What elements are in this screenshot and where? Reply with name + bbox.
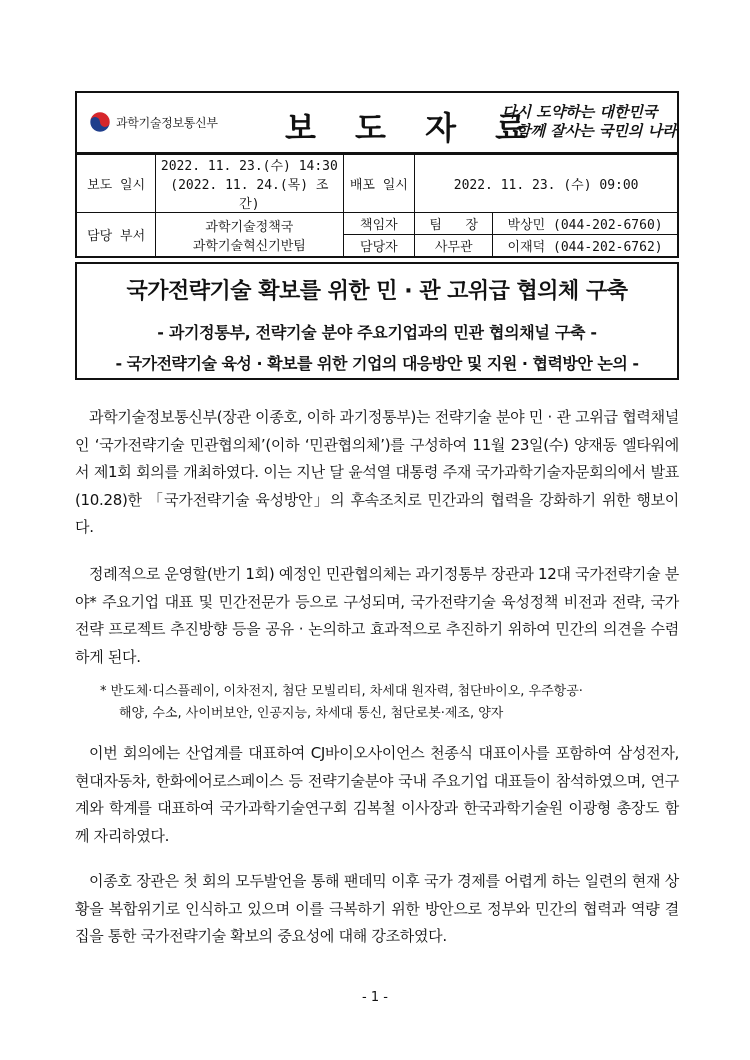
footnote xyxy=(100,681,680,725)
department-label: 담당 부서 xyxy=(76,213,156,258)
ministry-logo xyxy=(89,111,218,133)
staff-contact: 이재덕 (044-202-6762) xyxy=(493,235,678,258)
manager-label: 책임자 xyxy=(343,213,415,235)
slogan-line: 다시 도약하는 대한민국 xyxy=(502,103,658,121)
manager-title: 팀 장 xyxy=(415,213,493,235)
paragraph-text: 정례적으로 운영할(반기 1회) 예정인 민관협의체는 과기정통부 장관과 12대 국가전략기술 분야* 주요기업 대표 및 민간전문가 등으로 구성되며, 국가전략기술 육성정책 비전과 전략, 국가전략 프로젝트 추진방향 등을 공유 · 논의하고 효과적으로 추진하기 위하여 민간의 의견을 수렴하게 된다. xyxy=(75,565,679,666)
report-date-value xyxy=(156,154,343,213)
paragraph-text: 이종호 장관은 첫 회의 모두발언을 통해 팬데믹 이후 국가 경제를 어렵게 하는 일련의 현재 상황을 복합위기로 인식하고 있으며 이를 극복하기 위한 방안으로 정부와 민간의 협력과 역량 결집을 통한 국가전략기술 확보의 중요성에 대해 강조하였다. xyxy=(75,872,679,945)
paragraph-text: 과학기술정보통신부(장관 이종호, 이하 과기정통부)는 전략기술 분야 민 · 관 고위급 협력채널인 ‘국가전략기술 민관협의체’(이하 ‘민관협의체’)를 구성하여 11월 23일(수) 양재동 엘타워에서 제1회 회의를 개최하였다. 이는 지난 달 윤석열 대통령 주재 국가과학기술자문회의에서 발표(10.28)한 「국가전략기술 육성방안」의 후속조치로 민간과의 협력을 강화하기 위한 행보이다. xyxy=(75,408,679,536)
press-release-header xyxy=(75,91,679,153)
sub-headline: - 국가전략기술 육성 · 확보를 위한 기업의 대응방안 및 지원 · 협력방안 논의 - xyxy=(115,354,639,373)
headline-box xyxy=(75,262,679,380)
release-info-table xyxy=(75,153,679,258)
slogan-line: 함께 잘사는 국민의 나라 xyxy=(516,122,677,140)
report-date-line: (2022. 11. 24.(목) 조간) xyxy=(170,178,329,212)
paragraph-text: 이번 회의에는 산업계를 대표하여 CJ바이오사이언스 천종식 대표이사를 포함하여 삼성전자, 현대자동차, 한화에어로스페이스 등 전략기술분야 국내 주요기업 대표들이 참석하였으며, 연구계와 학계를 대표하여 국가과학기술연구회 김복철 이사장과 한국과학기술원 이광형 총장도 함께 자리하였다. xyxy=(75,744,679,845)
sub-headline: - 과기정통부, 전략기술 분야 주요기업과의 민관 협의채널 구축 - xyxy=(157,323,597,342)
manager-contact: 박상민 (044-202-6760) xyxy=(493,213,678,235)
footnote-line: 해양, 수소, 사이버보안, 인공지능, 차세대 통신, 첨단로봇·제조, 양자 xyxy=(119,706,504,721)
main-headline: 국가전략기술 확보를 위한 민 · 관 고위급 협의체 구축 xyxy=(126,279,628,304)
distribution-label: 배포 일시 xyxy=(343,154,415,213)
staff-title: 사무관 xyxy=(415,235,493,258)
page-title: 보 도 자 료 xyxy=(285,109,541,147)
department-line: 과학기술정책국 xyxy=(205,219,294,235)
page-number: - 1 - xyxy=(362,990,388,1005)
body-paragraph xyxy=(75,868,679,951)
footnote-line: * 반도체·디스플레이, 이차전지, 첨단 모빌리티, 차세대 원자력, 첨단바이오, 우주항공· xyxy=(100,684,583,699)
body-paragraph xyxy=(75,561,679,671)
ministry-name: 과학기술정보통신부 xyxy=(116,115,218,130)
staff-label: 담당자 xyxy=(343,235,415,258)
government-slogan xyxy=(502,103,677,141)
body-paragraph xyxy=(75,740,679,850)
department-line: 과학기술혁신기반팀 xyxy=(192,238,306,254)
report-date-line: 2022. 11. 23.(수) 14:30 xyxy=(160,159,338,174)
body-paragraph xyxy=(75,404,679,542)
report-date-label: 보도 일시 xyxy=(76,154,156,213)
taegeuk-logo-icon xyxy=(89,111,111,133)
department-value xyxy=(156,213,343,258)
distribution-value: 2022. 11. 23. (수) 09:00 xyxy=(415,154,678,213)
